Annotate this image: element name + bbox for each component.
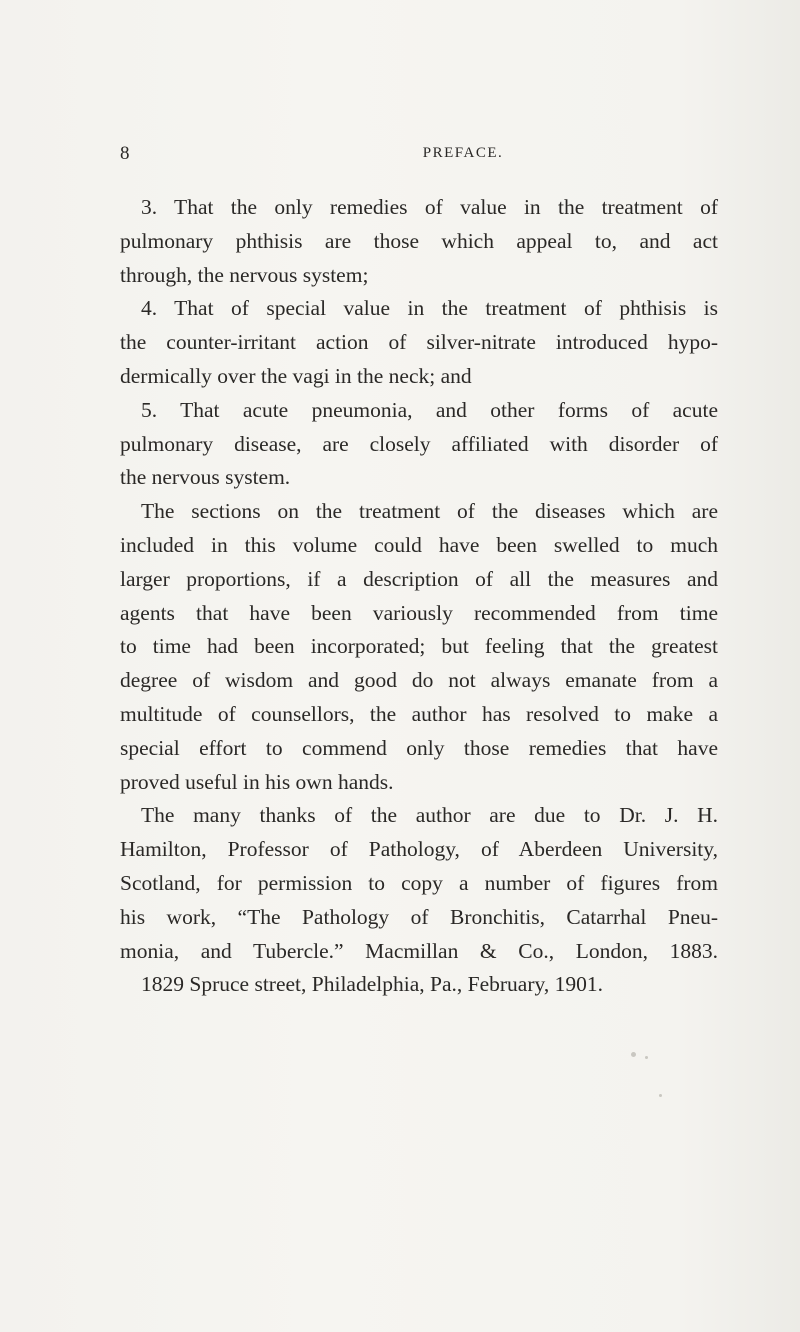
text-line: 1829 Spruce street, Philadelphia, Pa., February, 1901. xyxy=(141,972,603,997)
text-line: through, the nervous system; xyxy=(120,262,369,287)
text-line: multitude of counsellors, the author has resolved to make a xyxy=(120,701,718,726)
text-line: pulmonary disease, are closely affiliated with disorder of xyxy=(120,431,718,456)
text-line: pulmonary phthisis are those which appeal to, and act xyxy=(120,228,718,253)
text-line: included in this volume could have been swelled to much xyxy=(120,532,718,557)
text-line: monia, and Tubercle.” Macmillan & Co., London, 1883. xyxy=(120,938,718,963)
text-line: dermically over the vagi in the neck; and xyxy=(120,363,472,388)
text-line: Hamilton, Professor of Pathology, of Aberdeen University, xyxy=(120,837,718,862)
text-line: the counter-irritant action of silver-nitrate introduced hypo- xyxy=(120,330,718,355)
text-line: 5. That acute pneumonia, and other forms of acute xyxy=(141,397,718,422)
text-line: 3. That the only remedies of value in the treatment of xyxy=(141,195,718,219)
paper-speck xyxy=(659,1094,662,1097)
text-line: agents that have been variously recommended from time xyxy=(120,600,718,625)
paper-speck xyxy=(645,1056,648,1059)
running-head-title: PREFACE. xyxy=(422,145,504,161)
text-line: Scotland, for permission to copy a number of figures from xyxy=(120,870,718,895)
running-head xyxy=(120,143,720,167)
text-line: the nervous system. xyxy=(120,465,291,490)
preface-body xyxy=(120,191,718,1002)
page-number: 8 xyxy=(120,143,130,164)
text-line: his work, “The Pathology of Bronchitis, Catarrhal Pneu- xyxy=(120,904,718,929)
text-line: 4. That of special value in the treatment of phthisis is xyxy=(141,296,718,321)
text-line: The sections on the treatment of the diseases which are xyxy=(141,499,718,524)
text-line: degree of wisdom and good do not always emanate from a xyxy=(120,668,718,693)
text-line: The many thanks of the author are due to Dr. J. H. xyxy=(141,803,718,828)
text-line: to time had been incorporated; but feeling that the greatest xyxy=(120,634,718,659)
text-line: proved useful in his own hands. xyxy=(120,769,394,794)
text-line: larger proportions, if a description of all the measures and xyxy=(120,566,718,591)
text-line: special effort to commend only those remedies that have xyxy=(120,735,718,760)
paper-speck xyxy=(631,1052,636,1057)
